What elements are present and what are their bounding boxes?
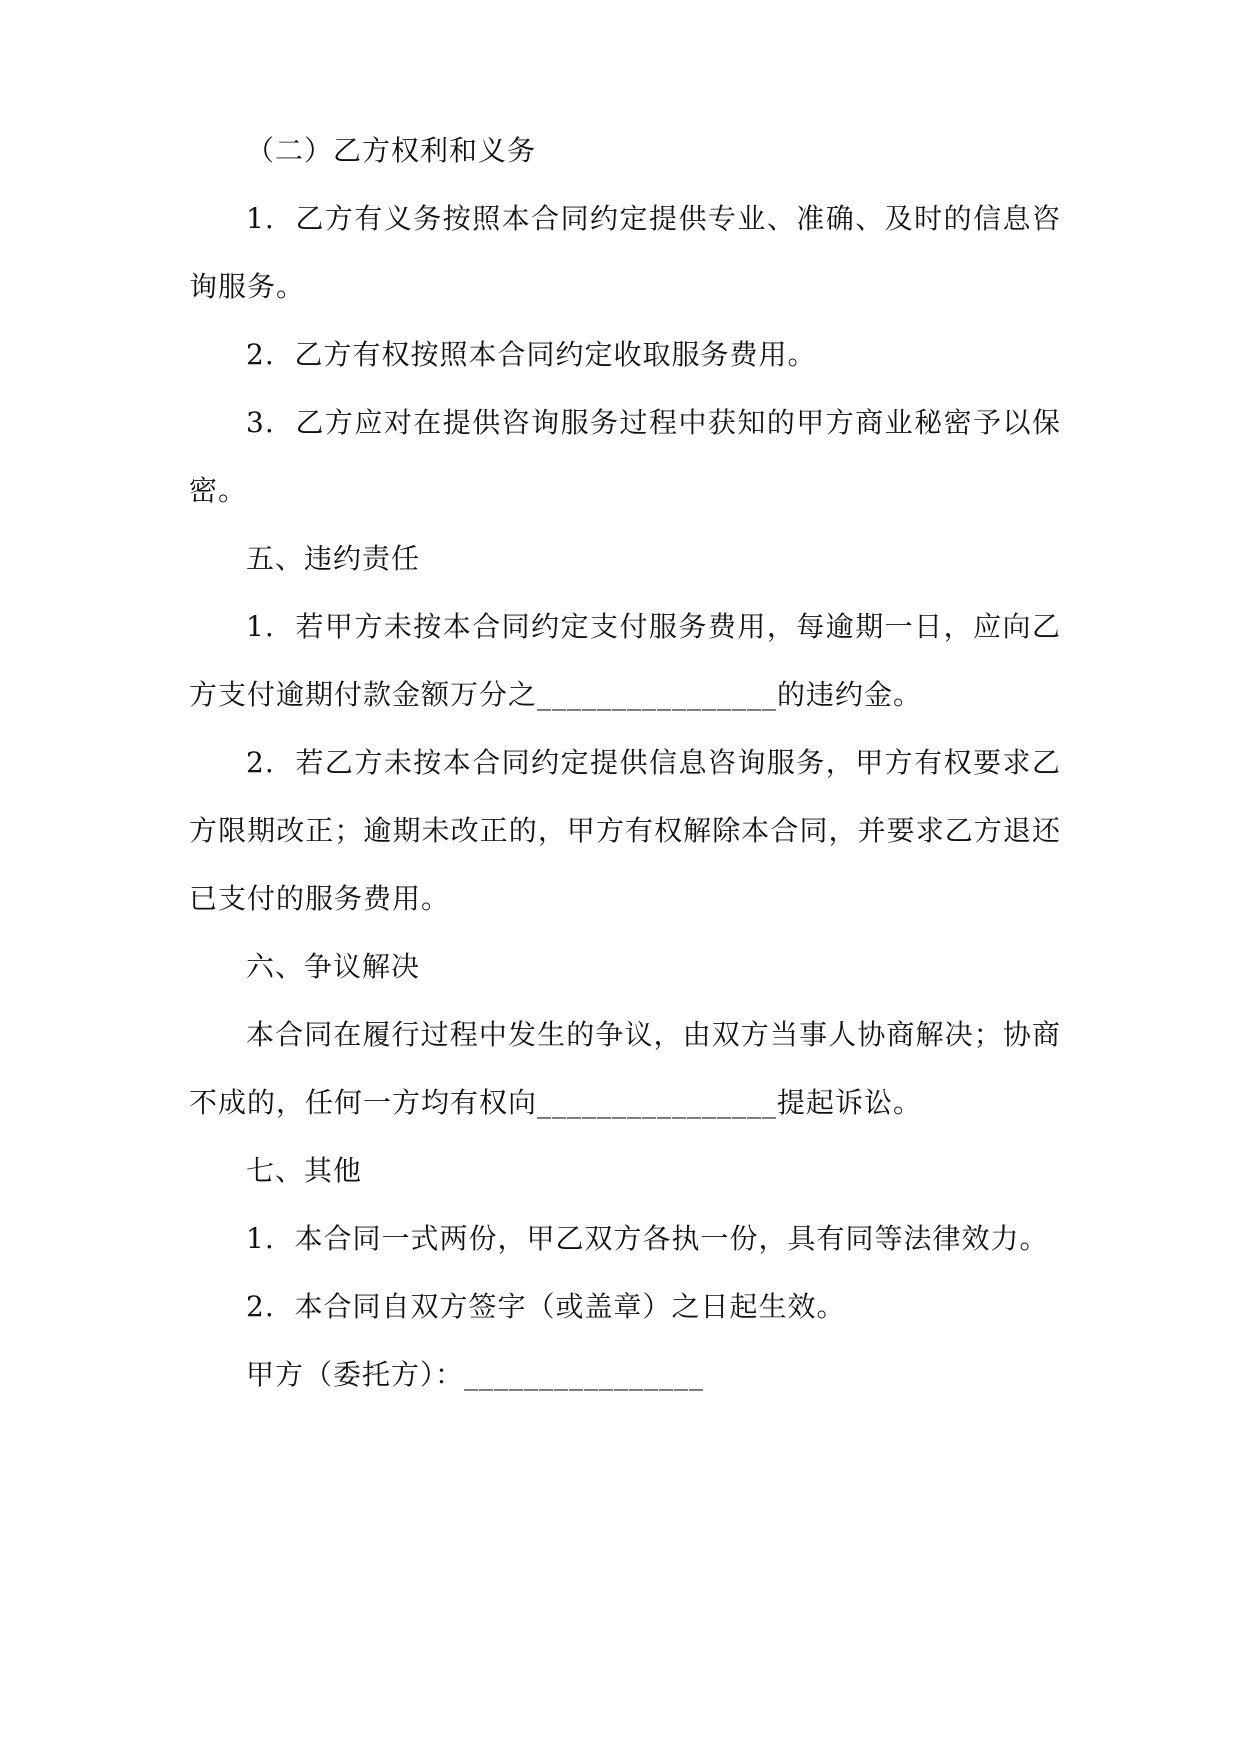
clause-line: 1. 本合同一式两份，甲乙双方各执一份，具有同等法律效力。 xyxy=(246,1222,1049,1255)
clause-line: 1. 若甲方未按本合同约定支付服务费用，每逾期一日，应向乙 xyxy=(246,610,1061,643)
clause-line: 询服务。 xyxy=(189,270,306,303)
clause-line: 2. 若乙方未按本合同约定提供信息咨询服务，甲方有权要求乙 xyxy=(246,746,1061,779)
clause-line: 不成的，任何一方均有权向________________提起诉讼。 xyxy=(189,1086,923,1119)
section-heading-other: 七、其他 xyxy=(246,1154,363,1187)
clause-line: 本合同在履行过程中发生的争议，由双方当事人协商解决；协商 xyxy=(246,1018,1061,1051)
clause-line: 3. 乙方应对在提供咨询服务过程中获知的甲方商业秘密予以保 xyxy=(246,406,1061,439)
clause-line: 1. 乙方有义务按照本合同约定提供专业、准确、及时的信息咨 xyxy=(246,202,1061,235)
section-heading-breach: 五、违约责任 xyxy=(246,542,421,575)
section-heading-party-b-rights: （二）乙方权利和义务 xyxy=(246,134,537,167)
clause-line: 方限期改正；逾期未改正的，甲方有权解除本合同，并要求乙方退还 xyxy=(189,814,1061,847)
section-heading-dispute: 六、争议解决 xyxy=(246,950,421,983)
clause-line: 方支付逾期付款金额万分之________________的违约金。 xyxy=(189,678,923,711)
clause-line: 2. 乙方有权按照本合同约定收取服务费用。 xyxy=(246,338,817,371)
clause-line: 2. 本合同自双方签字（或盖章）之日起生效。 xyxy=(246,1290,846,1323)
signature-party-a: 甲方（委托方）：________________ xyxy=(246,1358,705,1391)
clause-line: 已支付的服务费用。 xyxy=(189,882,451,915)
clause-line: 密。 xyxy=(189,474,248,507)
